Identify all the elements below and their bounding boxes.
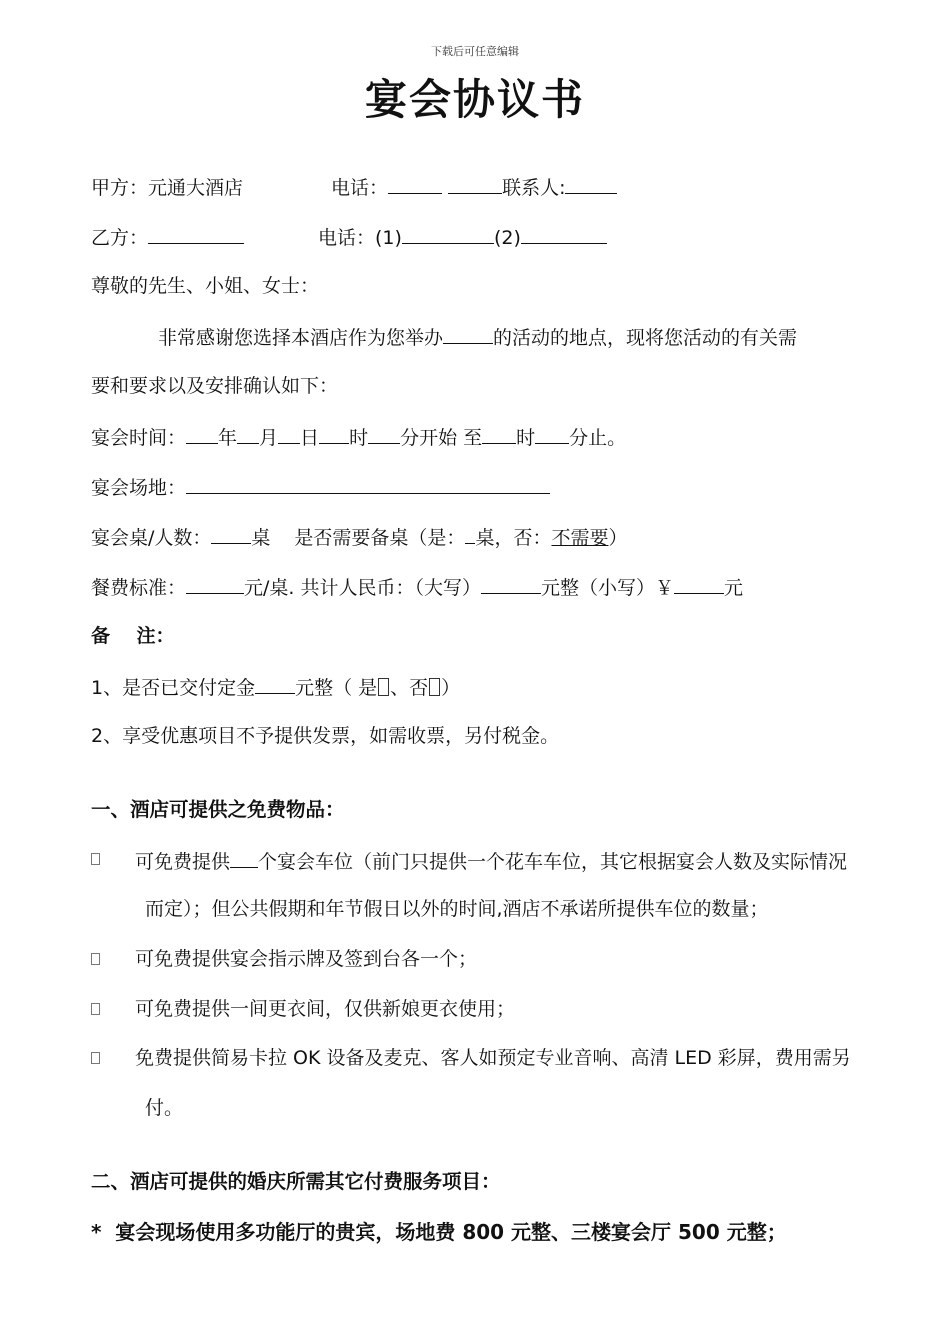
- minute-end-label: 分止。: [569, 427, 627, 449]
- total-lowercase-text: 元整（小写）￥: [541, 577, 675, 599]
- party-b-name-blank[interactable]: [148, 224, 244, 244]
- minute-start-label: 分开始 至: [400, 427, 483, 449]
- party-b-phone1-blank[interactable]: [402, 224, 494, 244]
- month-label: 月: [259, 427, 279, 449]
- minute-start-blank[interactable]: [368, 424, 400, 444]
- year-blank[interactable]: [186, 424, 218, 444]
- remark-1: [91, 674, 460, 700]
- free-item-1: [135, 848, 847, 874]
- activity-blank[interactable]: [443, 324, 493, 344]
- parking-count-blank[interactable]: [230, 848, 258, 868]
- bullet-icon: [91, 1052, 100, 1064]
- free-item-1-a: 可免费提供: [135, 851, 231, 873]
- party-a-contact-label: 联系人:: [502, 177, 566, 199]
- deposit-blank[interactable]: [255, 674, 295, 694]
- venue-label: 宴会场地：: [91, 477, 187, 499]
- yuan-label: 元: [724, 577, 744, 599]
- party-a-phone-blank-2[interactable]: [448, 174, 502, 194]
- remark-1-prefix: 1、是否已交付定金: [91, 677, 256, 699]
- spare-table-no: 不需要: [551, 527, 609, 549]
- remarks-label: 备 注：: [91, 625, 175, 647]
- day-blank[interactable]: [278, 424, 300, 444]
- section-1-title: 一、酒店可提供之免费物品：: [91, 798, 345, 821]
- party-a-line: [91, 174, 617, 200]
- tables-count-blank[interactable]: [211, 524, 251, 544]
- day-label: 日: [300, 427, 320, 449]
- venue-line: [91, 474, 550, 500]
- spare-table-question: 是否需要备桌（是：: [294, 527, 466, 549]
- month-blank[interactable]: [237, 424, 259, 444]
- free-item-1-b: 个宴会车位（前门只提供一个花车车位，其它根据宴会人数及实际情况: [258, 851, 848, 873]
- total-lowercase-blank[interactable]: [674, 574, 724, 594]
- price-per-table-blank[interactable]: [186, 574, 244, 594]
- price-line: [91, 574, 743, 600]
- hour-label: 时: [349, 427, 369, 449]
- remark-1-no: 、否: [390, 677, 429, 699]
- party-a-phone-blank-1[interactable]: [388, 174, 442, 194]
- hour-end-blank[interactable]: [482, 424, 516, 444]
- party-b-line: [91, 224, 607, 250]
- free-item-3: 可免费提供一间更衣间，仅供新娘更衣使用；: [135, 998, 516, 1020]
- tables-line: [91, 524, 627, 550]
- deposit-no-checkbox[interactable]: [429, 678, 440, 696]
- party-b-phone-label: 电话：(1): [318, 227, 402, 249]
- party-b-phone2-label: (2): [493, 227, 521, 249]
- header-note: 下载后可任意编辑: [431, 45, 519, 58]
- hour-start-blank[interactable]: [319, 424, 349, 444]
- free-item-2: 可免费提供宴会指示牌及签到台各一个；: [135, 948, 478, 970]
- total-uppercase-blank[interactable]: [481, 574, 541, 594]
- remark-1-close: ）: [441, 677, 461, 699]
- bullet-icon: [91, 853, 100, 865]
- paid-item-1: * 宴会现场使用多功能厅的贵宾，场地费 800 元整、三楼宴会厅 500 元整；: [91, 1220, 787, 1244]
- free-item-4: 免费提供简易卡拉 OK 设备及麦克、客人如预定专业音响、高清 LED 彩屏，费用需另: [135, 1047, 851, 1069]
- venue-blank[interactable]: [186, 474, 550, 494]
- hour-end-label: 时: [516, 427, 536, 449]
- party-a-label: 甲方：元通大酒店: [91, 177, 244, 199]
- party-a-phone-label: 电话：: [331, 177, 389, 199]
- spare-table-unit: 桌，否：: [475, 527, 552, 549]
- party-b-phone2-blank[interactable]: [521, 224, 607, 244]
- greeting: 尊敬的先生、小姐、女士：: [91, 275, 320, 297]
- intro-line2: 要和要求以及安排确认如下：: [91, 375, 339, 397]
- banquet-time-line: [91, 424, 626, 450]
- party-a-contact-blank[interactable]: [565, 174, 617, 194]
- price-per-table-text: 元/桌. 共计人民币：（大写）: [244, 577, 481, 599]
- bullet-icon: [91, 1003, 100, 1015]
- price-label: 餐费标准：: [91, 577, 187, 599]
- remark-1-yes: 元整（ 是: [295, 677, 378, 699]
- spare-count-blank[interactable]: [465, 524, 475, 544]
- spare-close: ）: [608, 527, 628, 549]
- intro-part2: 的活动的地点，现将您活动的有关需: [493, 327, 798, 349]
- deposit-yes-checkbox[interactable]: [378, 678, 389, 696]
- minute-end-blank[interactable]: [535, 424, 569, 444]
- remark-2: 2、享受优惠项目不予提供发票，如需收票，另付税金。: [91, 725, 560, 747]
- intro-part1: 非常感谢您选择本酒店作为您举办: [158, 327, 444, 349]
- banquet-time-label: 宴会时间：: [91, 427, 187, 449]
- section-2-title: 二、酒店可提供的婚庆所需其它付费服务项目：: [91, 1170, 501, 1193]
- free-item-1-continued: 而定）；但公共假期和年节假日以外的时间,酒店不承诺所提供车位的数量；: [145, 898, 769, 920]
- year-label: 年: [218, 427, 238, 449]
- bullet-icon: [91, 953, 100, 965]
- free-item-4-continued: 付。: [145, 1097, 184, 1119]
- tables-label: 宴会桌/人数：: [91, 527, 212, 549]
- tables-unit: 桌: [251, 527, 271, 549]
- page-title: 宴会协议书: [364, 75, 585, 124]
- intro-paragraph: [158, 324, 797, 350]
- party-b-label: 乙方：: [91, 227, 149, 249]
